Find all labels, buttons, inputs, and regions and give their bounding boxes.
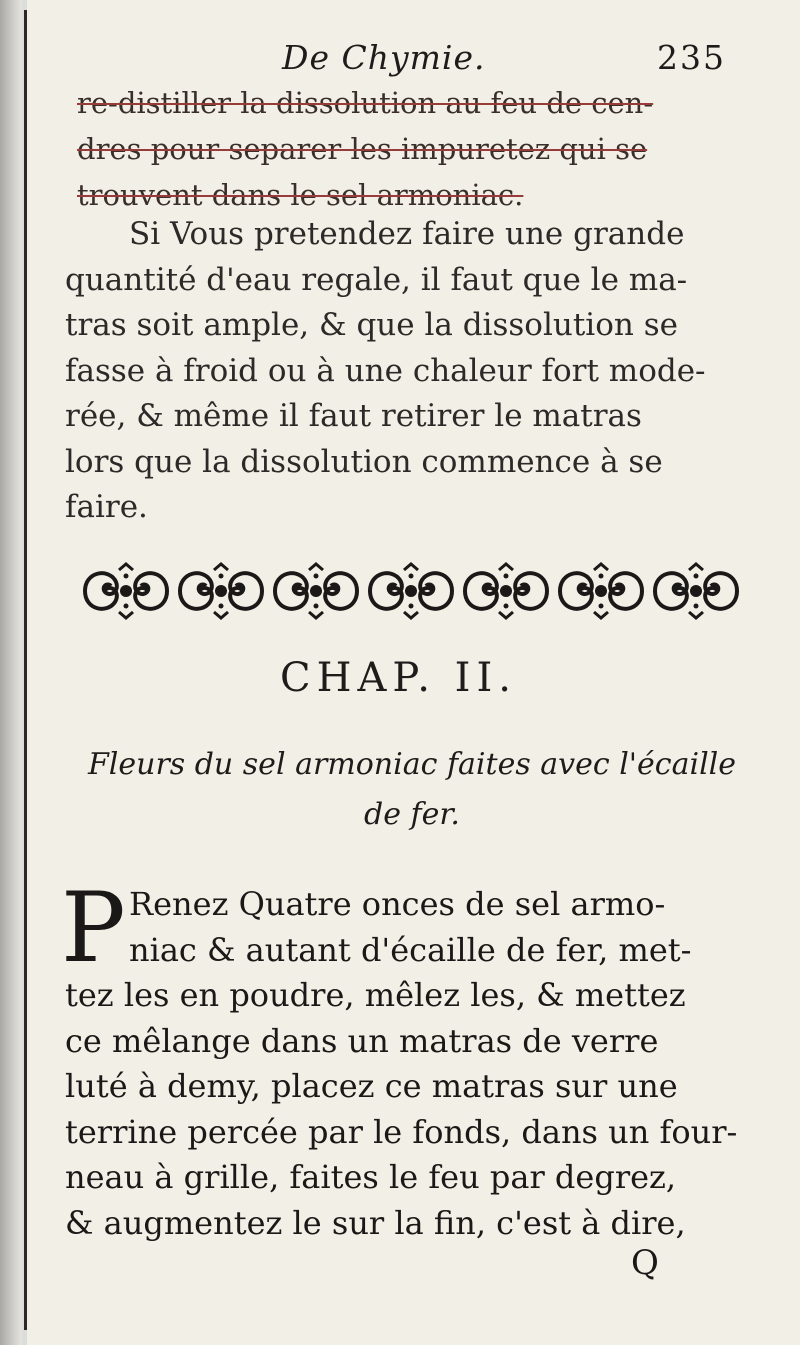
text-line: lors que la dissolution commence à se [65,443,663,480]
text-line: Si Vous pretendez faire une grande [129,216,685,252]
drop-cap-initial: P [61,872,126,984]
printers-ornament-band [79,562,743,620]
chapter-heading: CHAP. II. [280,655,517,701]
struck-through-passage [77,80,757,218]
text-line: faire. [65,489,148,525]
page-header [27,34,800,84]
text-line: tras soit ample, & que la dissolution se [65,307,678,343]
text-line: rée, & même il faut retirer le matras [65,398,642,434]
struck-line: trouvent dans le sel armoniac. [77,178,524,212]
struck-line: dres pour separer les impuretez qui se [77,132,648,166]
text-line: luté à demy, placez ce matras sur une [65,1067,678,1105]
book-page [27,0,800,1345]
chapter-title [67,740,757,840]
text-line: fasse à froid ou à une chaleur fort mode- [65,352,706,389]
text-line: niac & autant d'écaille de fer, met- [129,930,692,969]
text-line: quantité d'eau regale, il faut que le ma- [65,261,688,298]
text-line: ce mêlange dans un matras de verre [65,1021,659,1060]
running-head: De Chymie. [282,38,486,77]
chapter-title-line: Fleurs du sel armoniac faites avec l'écaille [87,747,737,782]
chapter-title-line: de fer. [364,797,460,832]
text-line: neau à grille, faites le feu par degrez, [65,1158,677,1196]
struck-line: re-distiller la dissolution au feu de cen- [77,86,654,120]
page-number: 235 [657,38,726,77]
paragraph-eau-regale [65,212,751,531]
paragraph-recipe [65,882,755,1246]
catchword: Q [631,1243,659,1283]
text-line: terrine percée par le fonds, dans un four- [65,1112,738,1151]
text-line: tez les en poudre, mêlez les, & mettez [65,976,686,1014]
text-line: & augmentez le sur la fin, c'est à dire, [65,1203,686,1242]
text-line: Renez Quatre onces de sel armo- [129,885,666,923]
book-gutter [0,0,22,1345]
